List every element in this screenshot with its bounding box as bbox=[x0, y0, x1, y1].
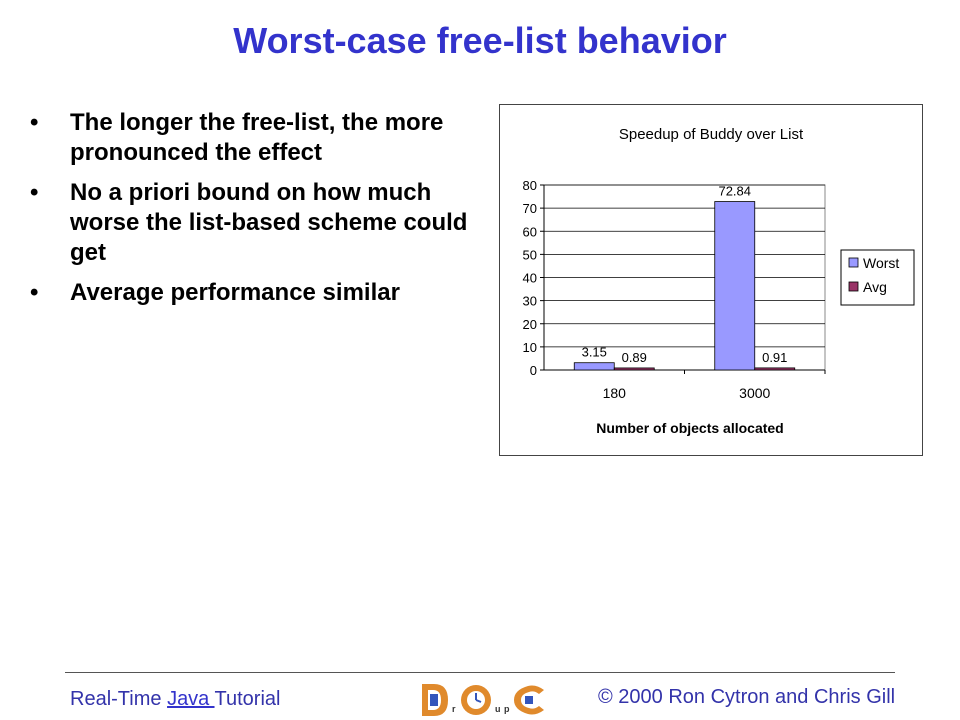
y-tick-label: 30 bbox=[522, 293, 537, 309]
data-label: 0.91 bbox=[762, 349, 788, 365]
footer-prefix: Real-Time bbox=[70, 688, 168, 710]
copyright-notice: © 2000 Ron Cytron and Chris Gill bbox=[598, 686, 896, 708]
legend-swatch bbox=[849, 282, 858, 291]
bullet-item bbox=[30, 278, 470, 308]
bullet-marker: • bbox=[30, 109, 39, 136]
bullet-text: Average performance similar bbox=[70, 279, 400, 306]
y-tick-label: 20 bbox=[522, 316, 537, 332]
bar-chart bbox=[500, 105, 922, 455]
data-label: 0.89 bbox=[621, 349, 647, 365]
bullet-text: The longer the free-list, the more pronounced the effect bbox=[70, 109, 444, 166]
bullet-item bbox=[30, 178, 470, 268]
bar-worst bbox=[574, 363, 614, 370]
y-tick-label: 60 bbox=[522, 224, 537, 240]
footer-divider bbox=[65, 672, 895, 673]
y-tick-label: 80 bbox=[522, 178, 537, 193]
chart-frame bbox=[499, 104, 923, 456]
legend-label: Worst bbox=[863, 255, 900, 271]
x-axis-title: Number of objects allocated bbox=[596, 420, 784, 436]
doc-group-logo bbox=[418, 680, 550, 720]
logo-letter: r bbox=[452, 704, 456, 714]
legend-label: Avg bbox=[863, 279, 887, 295]
y-tick-label: 50 bbox=[522, 247, 537, 263]
logo-letter: u bbox=[495, 704, 501, 714]
x-tick-label: 3000 bbox=[739, 385, 771, 401]
y-tick-label: 10 bbox=[522, 339, 537, 355]
bullet-text: No a priori bound on how much worse the list-based scheme could get bbox=[70, 179, 468, 266]
bullet-marker: • bbox=[30, 279, 39, 306]
y-tick-label: 0 bbox=[529, 363, 537, 378]
data-label: 3.15 bbox=[581, 344, 607, 360]
y-tick-label: 70 bbox=[522, 201, 537, 217]
logo-letter: p bbox=[504, 704, 510, 714]
y-tick-label: 40 bbox=[522, 270, 537, 286]
footer-course-title bbox=[70, 688, 280, 711]
bar-avg bbox=[614, 368, 654, 370]
bullet-item bbox=[30, 108, 470, 168]
bullet-marker: • bbox=[30, 179, 39, 206]
x-tick-label: 180 bbox=[602, 385, 626, 401]
java-link[interactable]: Java bbox=[167, 688, 215, 710]
legend-swatch bbox=[849, 258, 858, 267]
bullet-list bbox=[30, 108, 470, 318]
bar-avg bbox=[755, 368, 795, 370]
bar-worst bbox=[715, 202, 755, 370]
footer-suffix: Tutorial bbox=[214, 688, 281, 710]
data-label: 72.84 bbox=[718, 183, 752, 199]
chart-title: Speedup of Buddy over List bbox=[618, 126, 804, 143]
slide-title: Worst-case free-list behavior bbox=[233, 20, 727, 61]
